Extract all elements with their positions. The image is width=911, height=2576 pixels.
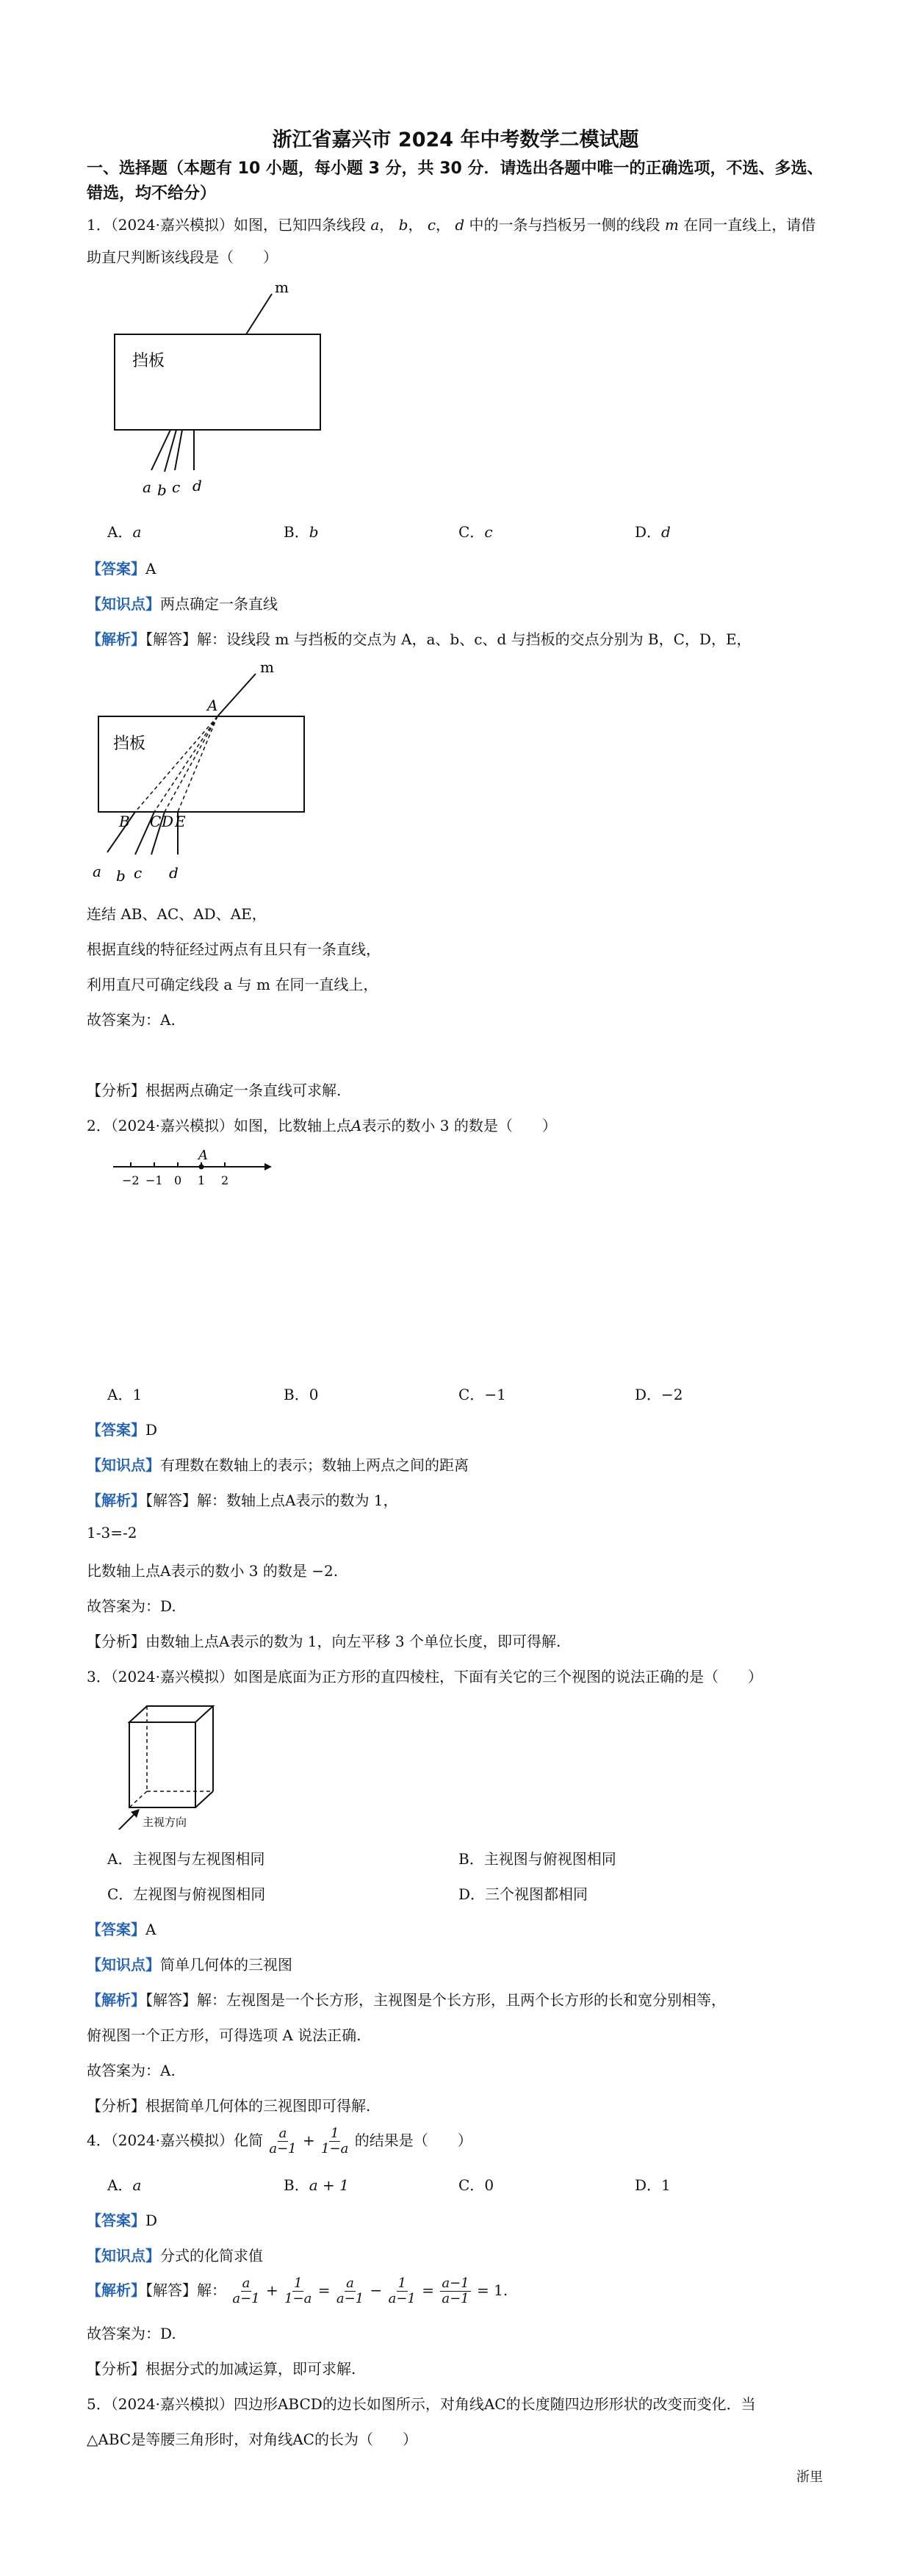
q3-step-1: 故答案为：A. [87, 2062, 176, 2079]
q1-option-b: B．b [284, 523, 319, 541]
q1s-point-a: A [207, 697, 218, 714]
q2-tick-label: 1 [198, 1173, 206, 1187]
q1s-line-m [217, 674, 256, 716]
q1s-board-rect [98, 716, 304, 812]
q3-option-b: B．主视图与俯视图相同 [458, 1850, 616, 1868]
q3-option-d: D．三个视图都相同 [458, 1885, 588, 1903]
q3-option-c: C．左视图与俯视图相同 [107, 1885, 266, 1903]
q1-stem-tail: 在同一直线上，请借助直尺判断该线段是（ ） [87, 216, 816, 266]
q4-analysis: 【分析】根据分式的加减运算，即可求解. [87, 2360, 356, 2378]
q1s-board-label: 挡板 [113, 735, 146, 753]
q1-knowledge-point: 【知识点】两点确定一条直线 [87, 595, 278, 613]
q1s-dash-ac [154, 716, 217, 812]
q1-var-b: b [398, 216, 408, 234]
q2-step-1: 1-3=-2 [87, 1524, 137, 1541]
q1-step-2: 根据直线的特征经过两点有且只有一条直线， [87, 940, 381, 958]
q1-solution: 【解析】【解答】解：设线段 m 与挡板的交点为 A，a、b、c、d 与挡板的交点分别为 B，C，D，E， [87, 630, 752, 648]
q1-answer: 【答案】A [87, 560, 156, 578]
q1-var-a: a [370, 216, 380, 234]
q2-point-a [199, 1165, 204, 1170]
q1-option-c: C．c [458, 523, 493, 541]
q2-number-line [110, 1146, 279, 1198]
q3-view-label: 主视方向 [143, 1816, 187, 1829]
q1-line-c [175, 430, 182, 470]
q2-tick-label: 0 [174, 1173, 182, 1187]
q3-knowledge-point: 【知识点】简单几何体的三视图 [87, 1956, 292, 1974]
q2-tick-label: 2 [221, 1173, 229, 1187]
question-5-text: 5．（2024·嘉兴模拟）四边形ABCD的边长如图所示，对角线AC的长度随四边形形状的改变而变化．当 [87, 2395, 756, 2413]
q1-figure [103, 279, 353, 514]
q1-step-3: 利用直尺可确定线段 a 与 m 在同一直线上， [87, 976, 378, 993]
q4-knowledge-point: 【知识点】分式的化简求值 [87, 2247, 263, 2264]
question-2-text: 2．（2024·嘉兴模拟）如图，比数轴上点A表示的数小 3 的数是（ ） [87, 1117, 557, 1134]
q2-option-c: C．−1 [458, 1386, 506, 1403]
q1s-label-m: m [260, 658, 274, 676]
q3-solution: 【解析】【解答】解：左视图是一个长方形，主视图是个长方形，且两个长方形的长和宽分别相等， [87, 1991, 726, 2009]
question-3-text: 3．（2024·嘉兴模拟）如图是底面为正方形的直四棱柱，下面有关它的三个视图的说法正确的是（ ） [87, 1668, 763, 1685]
q2-point-a-label: A [198, 1148, 208, 1163]
q4-answer: 【答案】D [87, 2212, 158, 2229]
q1s-label-b: b [116, 867, 126, 885]
q1s-dash-ab [135, 716, 217, 812]
q1-label-m: m [275, 279, 289, 296]
page-footer: 浙里 [796, 2469, 823, 2485]
q1-stem: 1．（2024·嘉兴模拟）如图，已知四条线段 [87, 216, 366, 234]
q1-option-a: A．a [107, 523, 142, 541]
q1-var-m: m [664, 216, 679, 234]
q2-answer: 【答案】D [87, 1421, 158, 1439]
q2-knowledge-point: 【知识点】有理数在数轴上的表示；数轴上两点之间的距离 [87, 1456, 469, 1474]
q4-option-b: B．a + 1 [284, 2176, 349, 2194]
q1s-dash-ae [178, 716, 217, 812]
q2-option-a: A．1 [107, 1386, 143, 1403]
q2-solution: 【解析】【解答】解：数轴上点A表示的数为 1， [87, 1492, 398, 1509]
q3-solution-cont: 俯视图一个正方形，可得选项 A 说法正确. [87, 2026, 361, 2044]
q1-var-c: c [427, 216, 436, 234]
q2-option-d: D．−2 [635, 1386, 683, 1403]
section-heading: 一、选择题（本题有 10 小题，每小题 3 分，共 30 分．请选出各题中唯一的正确选项，不选、多选、错选，均不给分） [87, 159, 824, 203]
q1-option-d: D．d [635, 523, 671, 541]
q1s-dash-ad [165, 716, 217, 812]
q1-label-c: c [172, 478, 181, 496]
q2-step-3: 故答案为：D. [87, 1597, 176, 1615]
q1-analysis: 【分析】根据两点确定一条直线可求解. [87, 1082, 342, 1099]
q3-top-face [129, 1706, 213, 1722]
q4-solution: 【解析】【解答】解： $\frac{a}{a-1}$ + $\frac{1}{1-a}$ = $\frac{a}{a-1}$ − $\frac{1}{a-1}$ = $\frac{a-1}{a-1}$ = 1. [87, 2275, 508, 2306]
q1s-label-a: a [93, 863, 101, 880]
q4-option-d: D．1 [635, 2176, 671, 2194]
q1s-point-e: E [175, 813, 186, 830]
q1s-point-b: B [119, 813, 130, 830]
q3-analysis: 【分析】根据简单几何体的三视图即可得解. [87, 2097, 371, 2115]
page-title: 浙江省嘉兴市 2024 年中考数学二模试题 [272, 129, 639, 151]
q1s-point-d: D [162, 813, 174, 830]
question-5-text-cont: △ABC是等腰三角形时，对角线AC的长为（ ） [87, 2431, 417, 2448]
q1-solution-figure [87, 658, 336, 893]
q2-tick-label: −1 [145, 1173, 163, 1187]
question-4-text: 4．（2024·嘉兴模拟）化简 $\frac{a}{a-1}$ + $\frac{1}{1-a}$ 的结果是（ ） [87, 2126, 472, 2156]
q2-option-b: B．0 [284, 1386, 319, 1403]
q2-step-2: 比数轴上点A表示的数小 3 的数是 −2. [87, 1562, 339, 1580]
q1-board-label: 挡板 [132, 352, 165, 370]
q1-stem-mid: 中的一条与挡板另一侧的线段 [469, 216, 660, 234]
q3-front-face [129, 1722, 195, 1807]
q3-answer: 【答案】A [87, 1921, 156, 1938]
q1-line-m [246, 294, 272, 334]
q3-prism-figure [110, 1697, 257, 1830]
q1-label-d: d [192, 477, 202, 494]
q2-axis-arrow [264, 1163, 272, 1170]
q1s-label-c: c [134, 864, 143, 882]
q2-analysis: 【分析】由数轴上点A表示的数为 1，向左平移 3 个单位长度，即可得解. [87, 1633, 561, 1650]
q3-hidden-edge [129, 1791, 147, 1807]
q1-board-rect [115, 334, 320, 430]
q1-label-a: a [143, 478, 151, 496]
q1s-label-d: d [169, 864, 179, 882]
q3-option-a: A．主视图与左视图相同 [107, 1850, 265, 1868]
q1-step-4: 故答案为：A. [87, 1011, 176, 1029]
q1-var-d: d [455, 216, 465, 234]
q4-option-a: A．a [107, 2176, 142, 2194]
q4-option-c: C．0 [458, 2176, 494, 2194]
q1-label-b: b [157, 481, 167, 499]
q1s-point-c: C [150, 813, 162, 830]
q1-step-1: 连结 AB、AC、AD、AE， [87, 905, 267, 923]
q1-line-b [165, 430, 176, 472]
q1-line-a [151, 430, 170, 470]
question-1-text: 1．（2024·嘉兴模拟）如图，已知四条线段 a， b， c， d 中的一条与挡板另一侧的线段 m 在同一直线上，请借助直尺判断该线段是（ ） [87, 216, 816, 266]
q4-step-1: 故答案为：D. [87, 2325, 176, 2342]
q2-tick-label: −2 [122, 1173, 140, 1187]
